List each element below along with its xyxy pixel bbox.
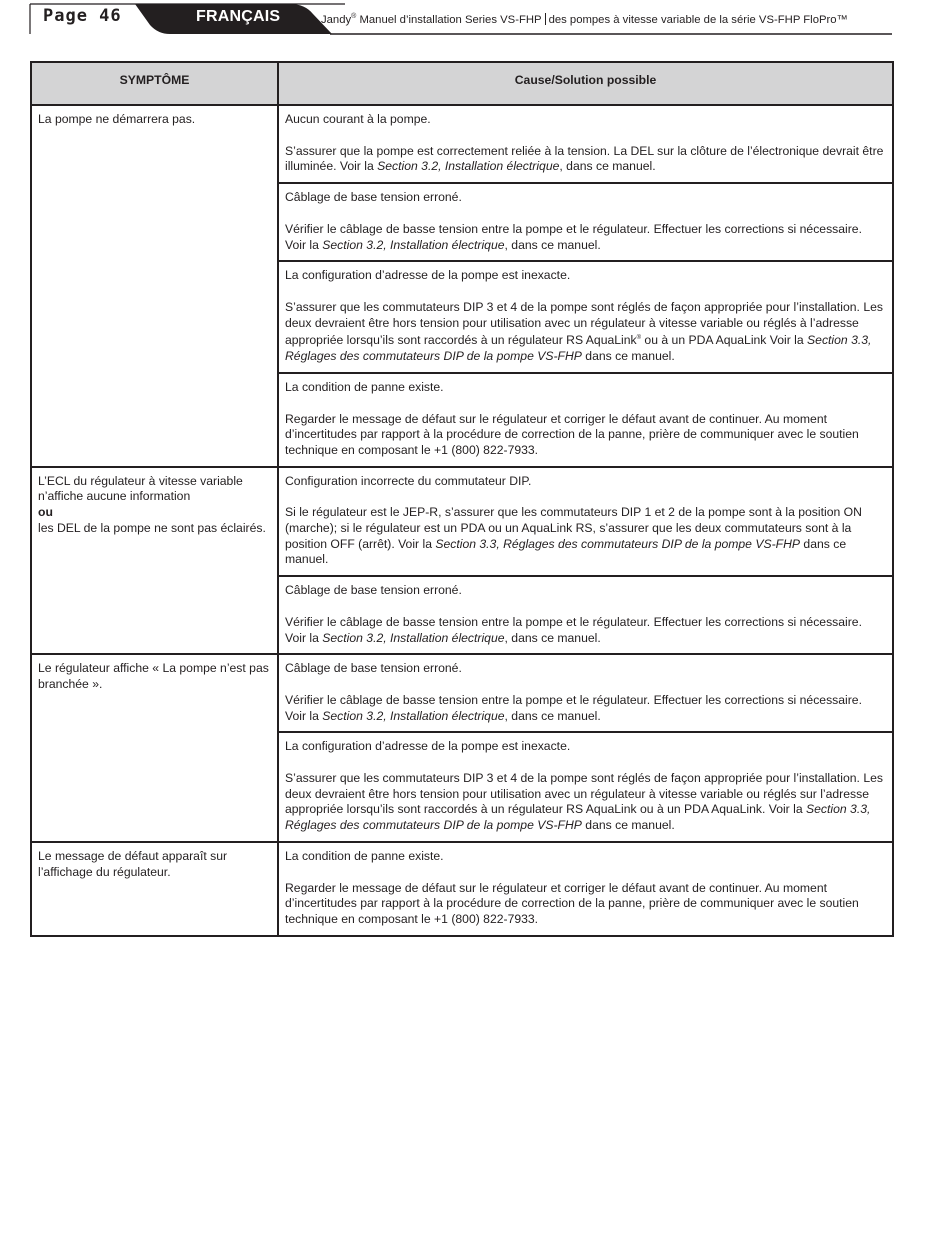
symptom-text: L’ECL du régulateur à vitesse variable n’affiche aucune information [38,473,243,504]
symptom-cell [31,467,278,655]
symptom-text: Le message de défaut apparaît sur l’affichage du régulateur. [38,848,228,879]
solution-text [285,144,886,175]
page-header [0,0,950,40]
solution-text [285,300,886,365]
solution-text [285,222,886,253]
cause-text: La configuration d’adresse de la pompe est inexacte. [285,268,571,283]
solution-body: S’assurer que les commutateurs DIP 3 et 4 de la pompe sont réglés de façon appropriée pour l’installation. Les deux devraient être hors tension pour utilisation avec un régulateur à vitesse variable ou réglés sur l’adresse appropriée lorsqu’ils sont raccordés à un régulateur RS AquaLink ou à un PDA AquaLink. Voir la [285,771,883,817]
language-badge: FRANÇAIS [196,8,281,25]
registered-mark: ® [636,335,642,342]
cause-text: La configuration d’adresse de la pompe est inexacte. [285,739,571,754]
symptom-cell [31,654,278,842]
solution-body: S’assurer que la pompe est correctement reliée à la tension. La DEL sur la clôture de l’électronique devrait être illuminée. Voir la [285,143,884,174]
cause-column-header: Cause/Solution possible [278,62,893,105]
solution-body: Vérifier le câblage de basse tension entre la pompe et le régulateur. Effectuer les corrections si nécessaire. Voir la [285,221,862,252]
cause-solution-cell [278,467,893,577]
section-reference: Section 3.3, Réglages des commutateurs DIP de la pompe VS-FHP [285,333,872,364]
section-reference: Section 3.3, Réglages des commutateurs DIP de la pompe VS-FHP [435,536,801,551]
solution-text [285,412,886,459]
cause-text: La condition de panne existe. [285,848,444,863]
section-reference: Section 3.2, Installation électrique [322,237,505,252]
cause-solution-cell [278,654,893,732]
solution-text [285,505,886,568]
title-part-1: Manuel d’installation Series VS-FHP [356,14,542,26]
cause-solution-cell [278,732,893,842]
symptom-text-alt: les DEL de la pompe ne sont pas éclairés. [38,520,266,535]
symptom-cell [31,105,278,467]
table-row [31,842,893,936]
title-part-2: des pompes à vitesse variable de la série VS-FHP FloPro™ [548,14,848,26]
cause-solution-cell [278,105,893,183]
symptom-text: La pompe ne démarrera pas. [38,112,196,126]
page-number: Page 46 [43,6,122,26]
cause-text: Câblage de base tension erroné. [285,583,462,598]
solution-body: Si le régulateur est le JEP-R, s’assurer que les commutateurs DIP 1 et 2 de la pompe sont à la position ON (marche); si le régulateur est un PDA ou un AquaLink RS, s’assurer que les deux commutateurs sont à la position OFF (arrêt). Voir la [285,505,862,551]
solution-tail: , dans ce manuel. [504,708,601,723]
solution-body: Regarder le message de défaut sur le régulateur et corriger le défaut avant de continuer. Au moment d’incertitudes par rapport à la procédure de correction de la panne, prière de communiquer avec le soutien technique en composant le +1 (800) 822-7933. [285,880,859,926]
solution-tail: , dans ce manuel. [504,630,601,645]
cause-text: Aucun courant à la pompe. [285,112,431,126]
solution-body: S’assurer que les commutateurs DIP 3 et 4 de la pompe sont réglés de façon appropriée pour l’installation. Les deux devraient être hors tension pour utilisation avec un régulateur à vitesse variable ou réglés à l’adresse appropriée lorsqu’ils sont raccordés à un régulateur RS AquaLink [285,299,883,348]
document-title [321,13,848,26]
registered-mark: ® [351,13,357,21]
symptom-text: Le régulateur affiche « La pompe n’est pas branchée ». [38,661,269,691]
cause-solution-cell [278,842,893,936]
troubleshooting-table [30,61,894,937]
solution-tail: dans ce manuel. [581,349,675,364]
section-reference: Section 3.3, Réglages des commutateurs DIP de la pompe VS-FHP [285,802,871,833]
solution-body: Regarder le message de défaut sur le régulateur et corriger le défaut avant de continuer. Au moment d’incertitudes par rapport à la procédure de correction de la panne, prière de communiquer avec le soutien technique en composant le +1 (800) 822-7933. [285,411,859,457]
cause-solution-cell [278,373,893,467]
cause-text: Câblage de base tension erroné. [285,190,462,205]
cause-text: Configuration incorrecte du commutateur DIP. [285,473,532,488]
cause-text: Câblage de base tension erroné. [285,661,462,676]
solution-text [285,881,886,928]
solution-body: Vérifier le câblage de basse tension entre la pompe et le régulateur. Effectuer les corrections si nécessaire. Voir la [285,692,862,723]
symptom-cell [31,842,278,936]
solution-text [285,615,886,646]
solution-body: Vérifier le câblage de basse tension entre la pompe et le régulateur. Effectuer les corrections si nécessaire. Voir la [285,614,862,645]
solution-text [285,693,886,724]
solution-text [285,771,886,834]
cause-solution-cell [278,183,893,261]
solution-tail: dans ce manuel. [581,818,675,833]
symptom-or-word: ou [38,505,53,520]
section-reference: Section 3.2, Installation électrique [322,630,505,645]
table-header-row [31,62,893,105]
table-row [31,467,893,577]
title-separator [545,13,546,25]
table-row [31,105,893,183]
solution-body-continued: ou à un PDA AquaLink Voir la [641,333,808,348]
solution-tail: , dans ce manuel. [559,159,656,174]
brand-name: Jandy [321,14,352,26]
symptom-column-header: SYMPTÔME [31,62,278,105]
section-reference: Section 3.2, Installation électrique [322,708,505,723]
section-reference: Section 3.2, Installation électrique [377,159,560,174]
solution-tail: , dans ce manuel. [504,237,601,252]
table-row [31,654,893,732]
cause-text: La condition de panne existe. [285,379,444,394]
cause-solution-cell [278,261,893,373]
solution-tail: dans ce manuel. [285,536,847,567]
cause-solution-cell [278,576,893,654]
